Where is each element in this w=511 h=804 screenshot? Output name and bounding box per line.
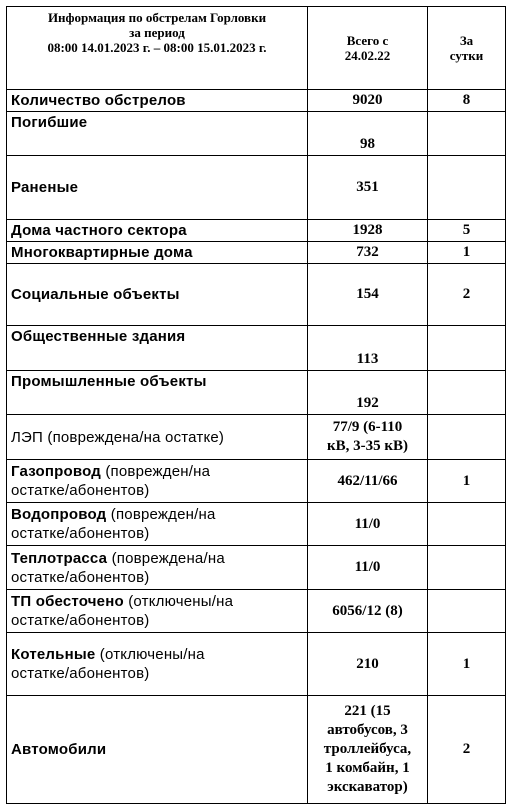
row-total: 351 xyxy=(308,156,428,220)
table-row xyxy=(7,633,506,696)
row-label-cell xyxy=(7,633,308,696)
row-label: ТП обесточено xyxy=(11,593,124,610)
table-row xyxy=(7,264,506,326)
row-label: Многоквартирные дома xyxy=(11,244,193,261)
row-day xyxy=(428,546,506,590)
row-label: Дома частного сектора xyxy=(11,222,187,239)
row-note: (отключены/на xyxy=(128,593,234,610)
row-total-line: троллейбуса, xyxy=(323,741,412,757)
row-day xyxy=(428,371,506,415)
header-total-line1: Всего с xyxy=(346,33,389,48)
row-total-line: 1 комбайн, 1 xyxy=(325,760,410,776)
row-day: 8 xyxy=(428,90,506,112)
header-total-cell xyxy=(308,7,428,90)
row-day xyxy=(428,156,506,220)
row-label-cell xyxy=(7,242,308,264)
header-day-cell xyxy=(428,7,506,90)
table-row xyxy=(7,326,506,371)
row-label: Котельные xyxy=(11,646,96,663)
row-label: Раненые xyxy=(11,179,79,196)
row-total-line: экскаватор) xyxy=(327,779,408,795)
row-total: 98 xyxy=(308,112,428,156)
row-day xyxy=(428,326,506,371)
header-day-line2: сутки xyxy=(449,48,484,63)
row-label-cell xyxy=(7,590,308,633)
row-label-cell xyxy=(7,264,308,326)
row-day xyxy=(428,112,506,156)
row-label-cell xyxy=(7,326,308,371)
row-label-cell xyxy=(7,460,308,503)
row-label-cell xyxy=(7,415,308,460)
header-title-line3: 08:00 14.01.2023 г. – 08:00 15.01.2023 г. xyxy=(47,40,267,55)
row-total: 11/0 xyxy=(308,503,428,546)
header-day-line1: За xyxy=(459,33,474,48)
table-row xyxy=(7,696,506,804)
row-note: остатке/абонентов) xyxy=(11,525,150,542)
shelling-info-table xyxy=(6,6,506,804)
row-day: 2 xyxy=(428,264,506,326)
header-total-line2: 24.02.22 xyxy=(344,48,391,63)
row-total: 732 xyxy=(308,242,428,264)
row-total: 6056/12 (8) xyxy=(308,590,428,633)
table-row xyxy=(7,371,506,415)
row-total-line: автобусов, 3 xyxy=(327,722,408,738)
table-row xyxy=(7,220,506,242)
row-day xyxy=(428,590,506,633)
table-row xyxy=(7,112,506,156)
table-row xyxy=(7,460,506,503)
row-day xyxy=(428,503,506,546)
row-note: ЛЭП (повреждена/на остатке) xyxy=(11,428,225,446)
row-label-cell xyxy=(7,503,308,546)
row-label: Газопровод xyxy=(11,463,101,480)
table-row xyxy=(7,590,506,633)
row-note: остатке/абонентов) xyxy=(11,612,150,629)
row-day: 1 xyxy=(428,460,506,503)
row-label-cell xyxy=(7,696,308,804)
table-row xyxy=(7,503,506,546)
row-label-cell xyxy=(7,156,308,220)
row-total-line: 221 (15 xyxy=(344,703,391,719)
header-row xyxy=(7,7,506,90)
row-day: 2 xyxy=(428,696,506,804)
row-day xyxy=(428,415,506,460)
row-total: 192 xyxy=(308,371,428,415)
row-label: Водопровод xyxy=(11,506,107,523)
row-label: Теплотрасса xyxy=(11,549,108,567)
row-total-cell xyxy=(308,696,428,804)
table-row xyxy=(7,90,506,112)
row-day: 1 xyxy=(428,242,506,264)
row-label-cell xyxy=(7,546,308,590)
row-total: 462/11/66 xyxy=(308,460,428,503)
row-label: Погибшие xyxy=(11,114,88,131)
row-total: 113 xyxy=(308,326,428,371)
row-total-cell xyxy=(308,415,428,460)
row-note: (поврежден/на xyxy=(105,463,211,480)
row-total: 154 xyxy=(308,264,428,326)
row-label: Количество обстрелов xyxy=(11,92,186,109)
row-note: (отключены/на xyxy=(99,646,205,663)
table-row xyxy=(7,156,506,220)
row-total-line: 77/9 (6-110 xyxy=(332,419,403,435)
row-label: Социальные объекты xyxy=(11,286,180,303)
table-row xyxy=(7,415,506,460)
row-total-line: кВ, 3-35 кВ) xyxy=(326,438,409,454)
row-total: 9020 xyxy=(308,90,428,112)
row-note: остатке/абонентов) xyxy=(11,482,150,499)
header-title-line2: за период xyxy=(129,25,185,40)
row-note: остатке/абонентов) xyxy=(11,665,150,682)
row-label: Автомобили xyxy=(11,741,107,758)
row-total: 11/0 xyxy=(308,546,428,590)
row-day: 5 xyxy=(428,220,506,242)
row-note: (поврежден/на xyxy=(110,506,216,523)
row-label-cell xyxy=(7,90,308,112)
table-row xyxy=(7,546,506,590)
row-note: остатке/абонентов) xyxy=(11,568,150,586)
row-label: Промышленные объекты xyxy=(11,373,207,390)
header-title-line1: Информация по обстрелам Горловки xyxy=(47,10,267,25)
table-row xyxy=(7,242,506,264)
header-title-cell xyxy=(7,7,308,90)
row-label-cell xyxy=(7,371,308,415)
row-total: 210 xyxy=(308,633,428,696)
row-note: (повреждена/на xyxy=(111,549,225,567)
row-total: 1928 xyxy=(308,220,428,242)
row-label: Общественные здания xyxy=(11,328,186,345)
row-label-cell xyxy=(7,220,308,242)
row-label-cell xyxy=(7,112,308,156)
row-day: 1 xyxy=(428,633,506,696)
